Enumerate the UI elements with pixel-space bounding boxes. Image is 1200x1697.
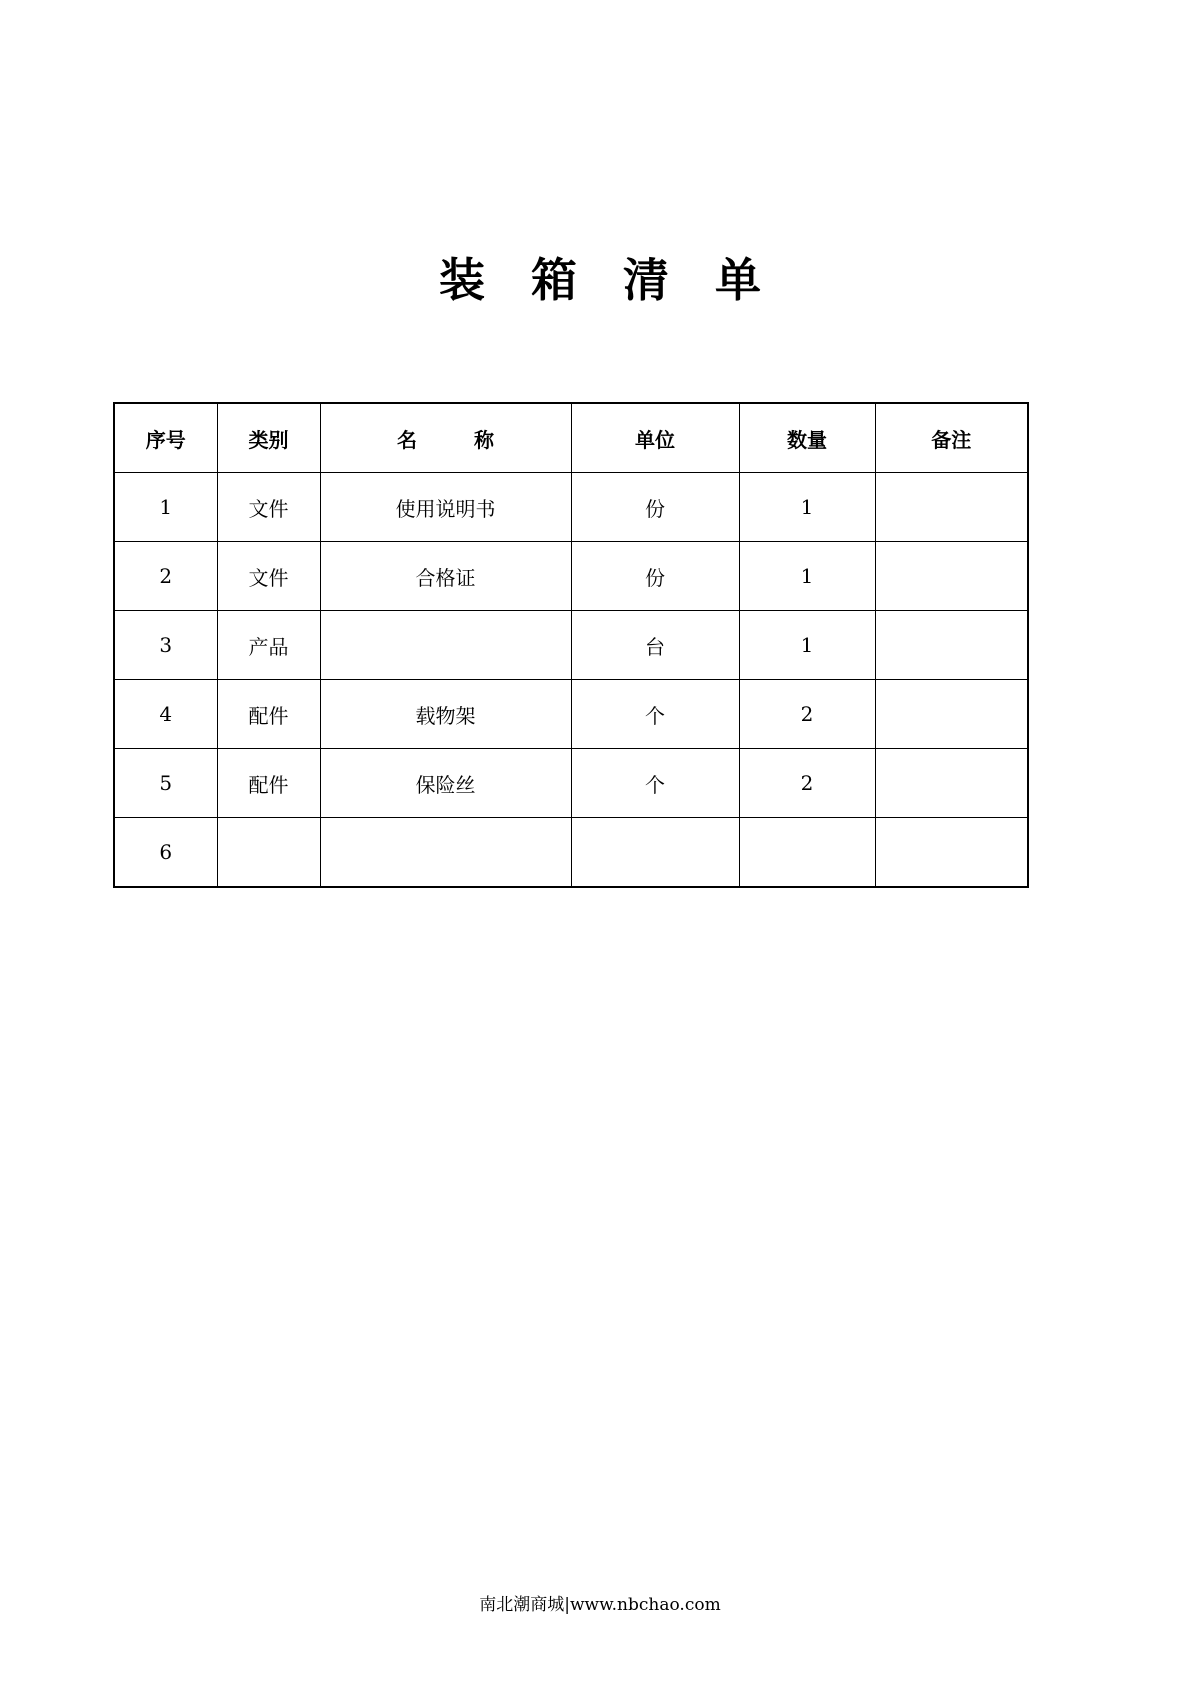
cell-name: 载物架 bbox=[320, 680, 571, 749]
cell-name: 保险丝 bbox=[320, 749, 571, 818]
cell-no: 5 bbox=[114, 749, 217, 818]
cell-name: 使用说明书 bbox=[320, 473, 571, 542]
table-row bbox=[114, 818, 1028, 888]
cell-unit: 份 bbox=[571, 473, 739, 542]
table-row bbox=[114, 749, 1028, 818]
header-name: 名 称 bbox=[320, 403, 571, 473]
header-no: 序号 bbox=[114, 403, 217, 473]
cell-category: 文件 bbox=[217, 542, 320, 611]
cell-quantity: 1 bbox=[739, 473, 875, 542]
cell-remark bbox=[875, 473, 1028, 542]
cell-remark bbox=[875, 611, 1028, 680]
cell-name bbox=[320, 611, 571, 680]
header-category: 类别 bbox=[217, 403, 320, 473]
cell-unit: 份 bbox=[571, 542, 739, 611]
cell-no: 3 bbox=[114, 611, 217, 680]
cell-unit: 个 bbox=[571, 749, 739, 818]
header-remark: 备注 bbox=[875, 403, 1028, 473]
cell-remark bbox=[875, 680, 1028, 749]
cell-remark bbox=[875, 749, 1028, 818]
cell-remark bbox=[875, 542, 1028, 611]
cell-no: 4 bbox=[114, 680, 217, 749]
footer-source: 南北潮商城|www.nbchao.com bbox=[479, 1595, 721, 1615]
cell-quantity: 1 bbox=[739, 542, 875, 611]
cell-category: 文件 bbox=[217, 473, 320, 542]
cell-quantity: 2 bbox=[739, 680, 875, 749]
cell-quantity: 2 bbox=[739, 749, 875, 818]
cell-name: 合格证 bbox=[320, 542, 571, 611]
packing-list-table bbox=[113, 402, 1029, 888]
cell-unit: 个 bbox=[571, 680, 739, 749]
table-header-row bbox=[114, 403, 1028, 473]
cell-quantity bbox=[739, 818, 875, 888]
cell-name bbox=[320, 818, 571, 888]
cell-no: 6 bbox=[114, 818, 217, 888]
table-row bbox=[114, 680, 1028, 749]
cell-quantity: 1 bbox=[739, 611, 875, 680]
table-row bbox=[114, 611, 1028, 680]
cell-remark bbox=[875, 818, 1028, 888]
table-row bbox=[114, 542, 1028, 611]
header-quantity: 数量 bbox=[739, 403, 875, 473]
cell-unit: 台 bbox=[571, 611, 739, 680]
cell-category: 配件 bbox=[217, 749, 320, 818]
header-unit: 单位 bbox=[571, 403, 739, 473]
cell-category: 配件 bbox=[217, 680, 320, 749]
table-row bbox=[114, 473, 1028, 542]
cell-category bbox=[217, 818, 320, 888]
cell-no: 1 bbox=[114, 473, 217, 542]
cell-category: 产品 bbox=[217, 611, 320, 680]
cell-no: 2 bbox=[114, 542, 217, 611]
cell-unit bbox=[571, 818, 739, 888]
document-title: 装箱清单 bbox=[439, 253, 807, 307]
